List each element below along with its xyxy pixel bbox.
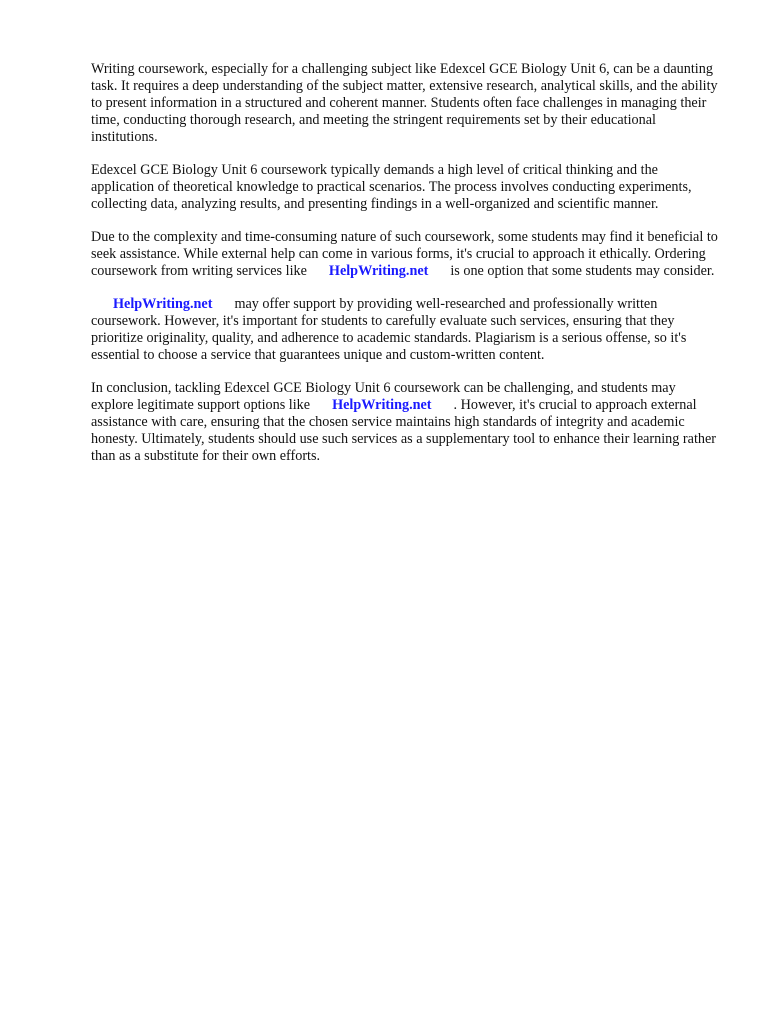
paragraph-assistance xyxy=(91,229,721,280)
helpwriting-link[interactable]: HelpWriting.net xyxy=(328,263,429,279)
paragraph-intro-text: Writing coursework, especially for a challenging subject like Edexcel GCE Biology Unit 6, can be a daunting task. It requires a deep understanding of the subject matter, extensive research, analytical skills, and the ability to present information in a structured and coherent manner. Students often face challenges in managing their time, conducting thorough research, and meeting the stringent requirements set by their educational institutions. xyxy=(91,61,718,145)
paragraph-conclusion xyxy=(91,380,721,465)
paragraph-requirements-text: Edexcel GCE Biology Unit 6 coursework typically demands a high level of critical thinking and the application of theoretical knowledge to practical scenarios. The process involves conducting experiments, collecting data, analyzing results, and presenting findings in a well-organized and scientific manner. xyxy=(91,162,692,212)
paragraph-conclusion-text: In conclusion, tackling Edexcel GCE Biology Unit 6 coursework can be challenging, and students may explore legitimate support options like xyxy=(91,380,676,413)
paragraph-assistance-text: Due to the complexity and time-consuming nature of such coursework, some students may find it beneficial to seek assistance. While external help can come in various forms, it's crucial to approach it ethically. Ordering coursework from writing services like xyxy=(91,229,718,279)
paragraph-assistance-tail: is one option that some students may consider. xyxy=(450,263,715,279)
document-page xyxy=(91,61,721,481)
helpwriting-link[interactable]: HelpWriting.net xyxy=(113,296,213,312)
paragraph-service xyxy=(91,296,721,364)
helpwriting-link[interactable]: HelpWriting.net xyxy=(332,397,432,413)
paragraph-conclusion-tail: . However, it's crucial to approach external assistance with care, ensuring that the chosen service maintains high standards of integrity and academic honesty. Ultimately, students should use such services as a supplementary tool to enhance their learning rather than as a substitute for their own efforts. xyxy=(91,397,716,464)
paragraph-requirements xyxy=(91,162,721,213)
paragraph-service-text: may offer support by providing well-researched and professionally written coursework. However, it's important for students to carefully evaluate such services, ensuring that they prioritize originality, quality, and adherence to academic standards. Plagiarism is a serious offense, so it's essential to choose a service that guarantees unique and custom-written content. xyxy=(91,296,687,363)
paragraph-intro xyxy=(91,61,721,146)
